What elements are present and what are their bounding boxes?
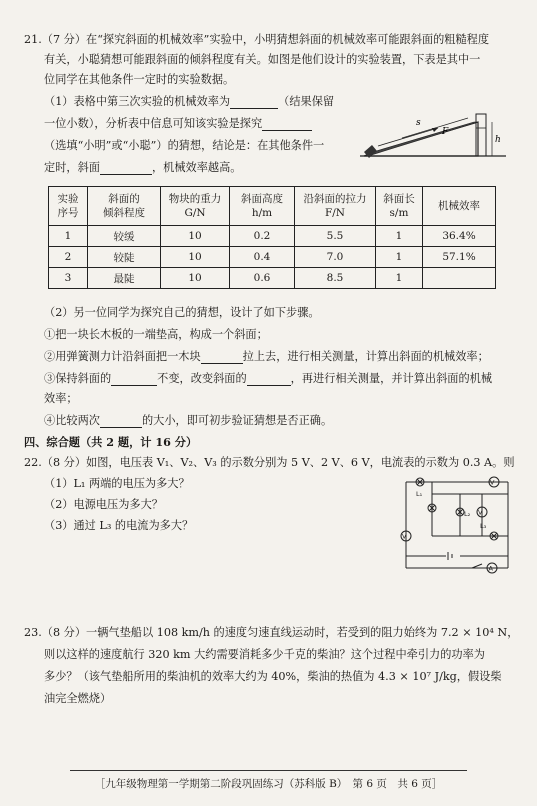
q21-part1-text-c: 一位小数），分析表中信息可知该实验是探究 — [44, 117, 263, 130]
table-header: 物块的重力 G/N — [161, 187, 230, 226]
table-header: 斜面长 s/m — [376, 187, 423, 226]
q21-part1-text-b: （结果保留 — [278, 95, 335, 108]
table-cell: 1 — [376, 268, 423, 289]
q23-line-2: 则以这样的速度航行 320 km 大约需要消耗多少千克的柴油？这个过程中牵引力的功率为 — [44, 648, 485, 661]
answer-blank-constant[interactable] — [111, 373, 157, 386]
voltmeter-label: V — [490, 478, 495, 487]
table-cell: 较缓 — [88, 226, 161, 247]
table-cell: 最陡 — [88, 268, 161, 289]
q21-step-4-text-b: 的大小，即可初步验证猜想是否正确。 — [141, 414, 333, 427]
table-cell: 5.5 — [295, 226, 376, 247]
answer-blank-efficiency[interactable] — [230, 96, 278, 109]
q22-item-2: （2）电源电压为多大？ — [44, 498, 163, 511]
q21-part2-intro: （2）另一位同学为探究自己的猜想，设计了如下步骤。 — [44, 306, 320, 319]
q21-step-3 — [44, 372, 492, 386]
q21-step-2 — [44, 350, 489, 364]
q21-part1-line-3: （选填“小明”或“小聪”）的猜想，结论是：在其他条件一 — [44, 139, 325, 152]
q21-line-3: 位同学在其他条件一定时的实验数据。 — [44, 73, 235, 86]
table-cell: 36.4% — [423, 226, 496, 247]
table-row — [49, 226, 496, 247]
table-cell: 2 — [49, 247, 88, 268]
page-footer — [0, 776, 537, 791]
table-header: 机械效率 — [423, 187, 496, 226]
table-cell: 1 — [376, 247, 423, 268]
q21-line-2: 有关，小聪猜想可能跟斜面的倾斜程度有关。如图是他们设计的实验装置，下表是其中一 — [44, 53, 481, 66]
table-cell: 8.5 — [295, 268, 376, 289]
answer-cell-efficiency[interactable] — [423, 268, 496, 289]
q22-item-3: （3）通过 L₃ 的电流为多大？ — [44, 519, 194, 532]
figure-label-f: F — [442, 127, 449, 137]
footer-text: ［九年级物理第一学期第二阶段巩固练习（苏科版 B） 第 6 页 共 6 页］ — [94, 778, 443, 790]
q21-step-3-text-b: 不变，改变斜面的 — [157, 372, 247, 385]
q21-step-2-text-a: ②用弹簧测力计沿斜面把一木块 — [44, 350, 201, 363]
table-header-row — [49, 187, 496, 226]
table-row — [49, 268, 496, 289]
lamp-label-l3: L₃ — [480, 522, 487, 530]
answer-blank-variable[interactable] — [247, 373, 291, 386]
incline-figure — [358, 108, 508, 164]
table-cell: 0.4 — [230, 247, 295, 268]
figure-label-s: s — [416, 118, 421, 128]
q22-line-1: 22.（8 分）如图，电压表 V₁、V₂、V₃ 的示数分别为 5 V、2 V、6 V，电流表的示数为 0.3 A。则 — [24, 456, 515, 469]
table-cell: 1 — [376, 226, 423, 247]
ammeter-label: A — [488, 564, 493, 573]
table-header: 斜面高度 h/m — [230, 187, 295, 226]
table-cell: 10 — [161, 268, 230, 289]
q21-step-1: ①把一块长木板的一端垫高，构成一个斜面； — [44, 328, 268, 341]
table-cell: 0.2 — [230, 226, 295, 247]
answer-blank-conclusion[interactable] — [100, 162, 152, 175]
answer-blank-guess[interactable] — [262, 118, 312, 131]
table-header: 斜面的 倾斜程度 — [88, 187, 161, 226]
table-row — [49, 247, 496, 268]
table-cell: 7.0 — [295, 247, 376, 268]
circuit-diagram — [396, 470, 526, 576]
q21-part1-line-1 — [44, 95, 334, 109]
q23-line-4: 油完全燃烧） — [44, 692, 112, 705]
q21-step-3-cont: 效率； — [44, 392, 78, 405]
q21-step-4-text-a: ④比较两次 — [44, 414, 100, 427]
q21-line-1: 21.（7 分）在“探究斜面的机械效率”实验中，小明猜想斜面的机械效率可能跟斜面的粗糙程度 — [24, 33, 490, 46]
voltmeter-label: V — [478, 508, 483, 517]
experiment-table — [48, 186, 496, 289]
q21-part1-text-e: 定时，斜面 — [44, 161, 100, 174]
table-cell: 10 — [161, 226, 230, 247]
q21-step-4 — [44, 414, 332, 428]
answer-blank-pull-method[interactable] — [201, 351, 243, 364]
figure-label-h: h — [495, 135, 501, 145]
footer-rule — [70, 770, 467, 771]
q21-part1-line-4 — [44, 161, 241, 175]
table-cell: 较陡 — [88, 247, 161, 268]
q21-part1-text-f: ，机械效率越高。 — [151, 161, 242, 174]
table-cell: 0.6 — [230, 268, 295, 289]
table-header: 沿斜面的拉力 F/N — [295, 187, 376, 226]
voltmeter-label: V — [402, 532, 407, 541]
q21-step-2-text-b: 拉上去，进行相关测量，计算出斜面的机械效率； — [242, 350, 489, 363]
table-cell: 57.1% — [423, 247, 496, 268]
lamp-label-l1: L₁ — [416, 490, 423, 498]
table-header: 实验 序号 — [49, 187, 88, 226]
q21-part1-line-2 — [44, 117, 312, 131]
q21-part1-text-a: （1）表格中第三次实验的机械效率为 — [44, 95, 231, 108]
q23-line-3: 多少？（该气垫船所用的柴油机的效率大约为 40%，柴油的热值为 4.3 × 10⁷ J/kg，假设柴 — [44, 670, 502, 683]
q22-item-1: （1）L₁ 两端的电压为多大？ — [44, 477, 190, 490]
q21-step-3-text-c: ，再进行相关测量，并计算出斜面的机械 — [290, 372, 493, 385]
table-cell: 3 — [49, 268, 88, 289]
lamp-label-l2: L₂ — [464, 510, 471, 518]
answer-blank-compare[interactable] — [100, 415, 142, 428]
q23-line-1: 23.（8 分）一辆气垫船以 108 km/h 的速度匀速直线运动时，若受到的阻力始终为 7.2 × 10⁴ N， — [24, 626, 519, 639]
table-cell: 1 — [49, 226, 88, 247]
section-heading: 四、综合题（共 2 题，计 16 分） — [24, 435, 198, 449]
q21-step-3-text-a: ③保持斜面的 — [44, 372, 112, 385]
table-cell: 10 — [161, 247, 230, 268]
